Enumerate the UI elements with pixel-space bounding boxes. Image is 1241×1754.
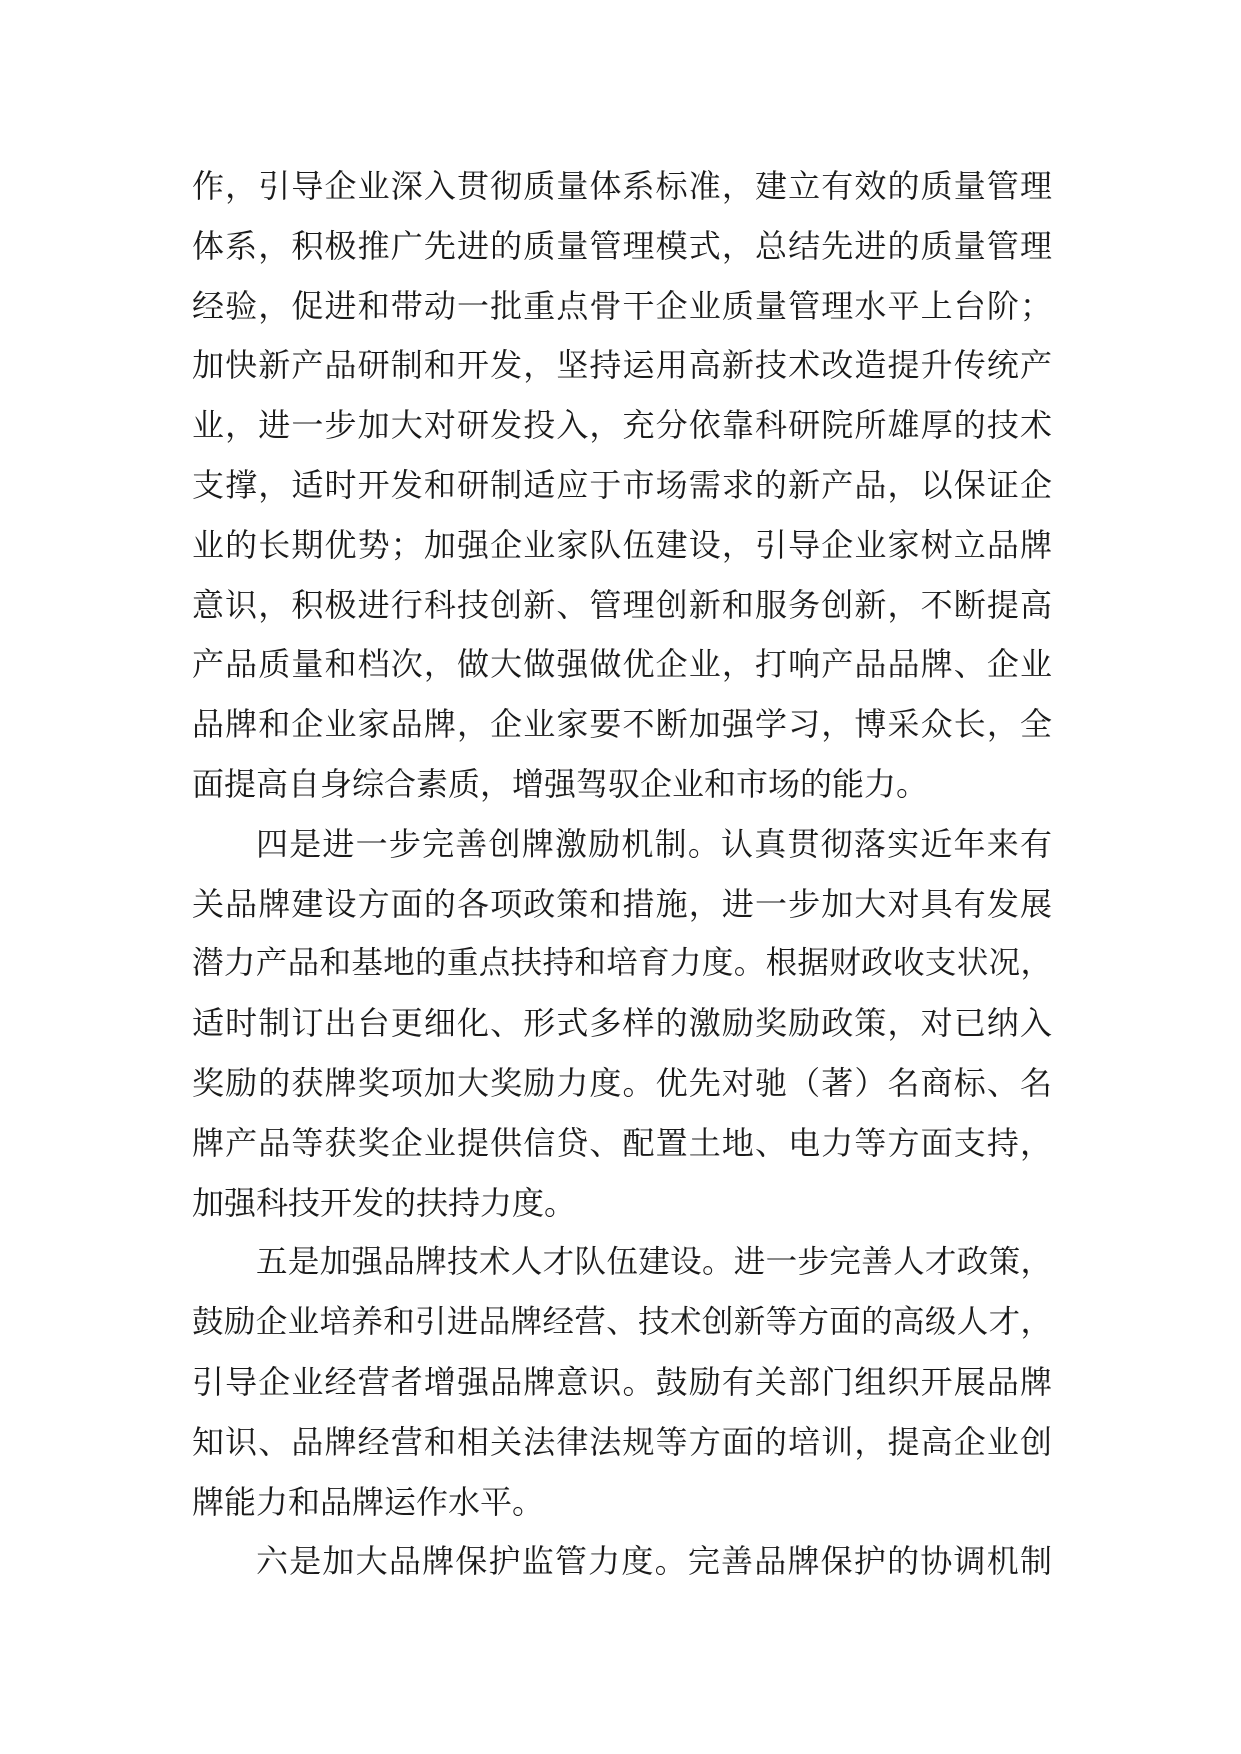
text-line: 适时制订出台更细化、形式多样的激励奖励政策，对已纳入 [192,1004,1052,1043]
text-line: 支撑，适时开发和研制适应于市场需求的新产品，以保证企 [192,465,1052,504]
text-line: 潜力产品和基地的重点扶持和培育力度。根据财政收支状况， [192,945,1052,982]
text-line: 意识，积极进行科技创新、管理创新和服务创新，不断提高 [192,585,1052,624]
text-line: 关品牌建设方面的各项政策和措施，进一步加大对具有发展 [192,884,1052,923]
text-line: 加快新产品研制和开发，坚持运用高新技术改造提升传统产 [192,346,1052,385]
text-line: 牌能力和品牌运作水平。 [192,1482,545,1521]
text-line: 面提高自身综合素质，增强驾驭企业和市场的能力。 [192,764,929,803]
paragraph-start-line: 四是进一步完善创牌激励机制。认真贯彻落实近年来有 [256,824,1052,863]
text-line: 业的长期优势；加强企业家队伍建设，引导企业家树立品牌 [192,525,1052,564]
text-line: 业，进一步加大对研发投入，充分依靠科研院所雄厚的技术 [192,406,1052,445]
text-line: 加强科技开发的扶持力度。 [192,1183,577,1222]
paragraph-start-line: 六是加大品牌保护监管力度。完善品牌保护的协调机制 [256,1542,1052,1581]
text-line: 奖励的获牌奖项加大奖励力度。优先对驰（著）名商标、名 [192,1063,1052,1102]
paragraph-start-line: 五是加强品牌技术人才队伍建设。进一步完善人才政策， [256,1244,1052,1281]
text-line: 品牌和企业家品牌，企业家要不断加强学习，博采众长，全 [192,705,1052,744]
text-line: 鼓励企业培养和引进品牌经营、技术创新等方面的高级人才， [192,1304,1052,1341]
body-text [192,157,1052,1592]
text-line: 知识、品牌经营和相关法律法规等方面的培训，提高企业创 [192,1422,1052,1461]
text-line: 产品质量和档次，做大做强做优企业，打响产品品牌、企业 [192,645,1052,684]
text-line: 作，引导企业深入贯彻质量体系标准，建立有效的质量管理 [192,167,1052,205]
text-line: 体系，积极推广先进的质量管理模式，总结先进的质量管理 [192,226,1052,265]
text-line: 经验，促进和带动一批重点骨干企业质量管理水平上台阶； [192,286,1052,325]
text-line: 引导企业经营者增强品牌意识。鼓励有关部门组织开展品牌 [192,1362,1052,1401]
text-line: 牌产品等获奖企业提供信贷、配置土地、电力等方面支持， [192,1123,1052,1162]
